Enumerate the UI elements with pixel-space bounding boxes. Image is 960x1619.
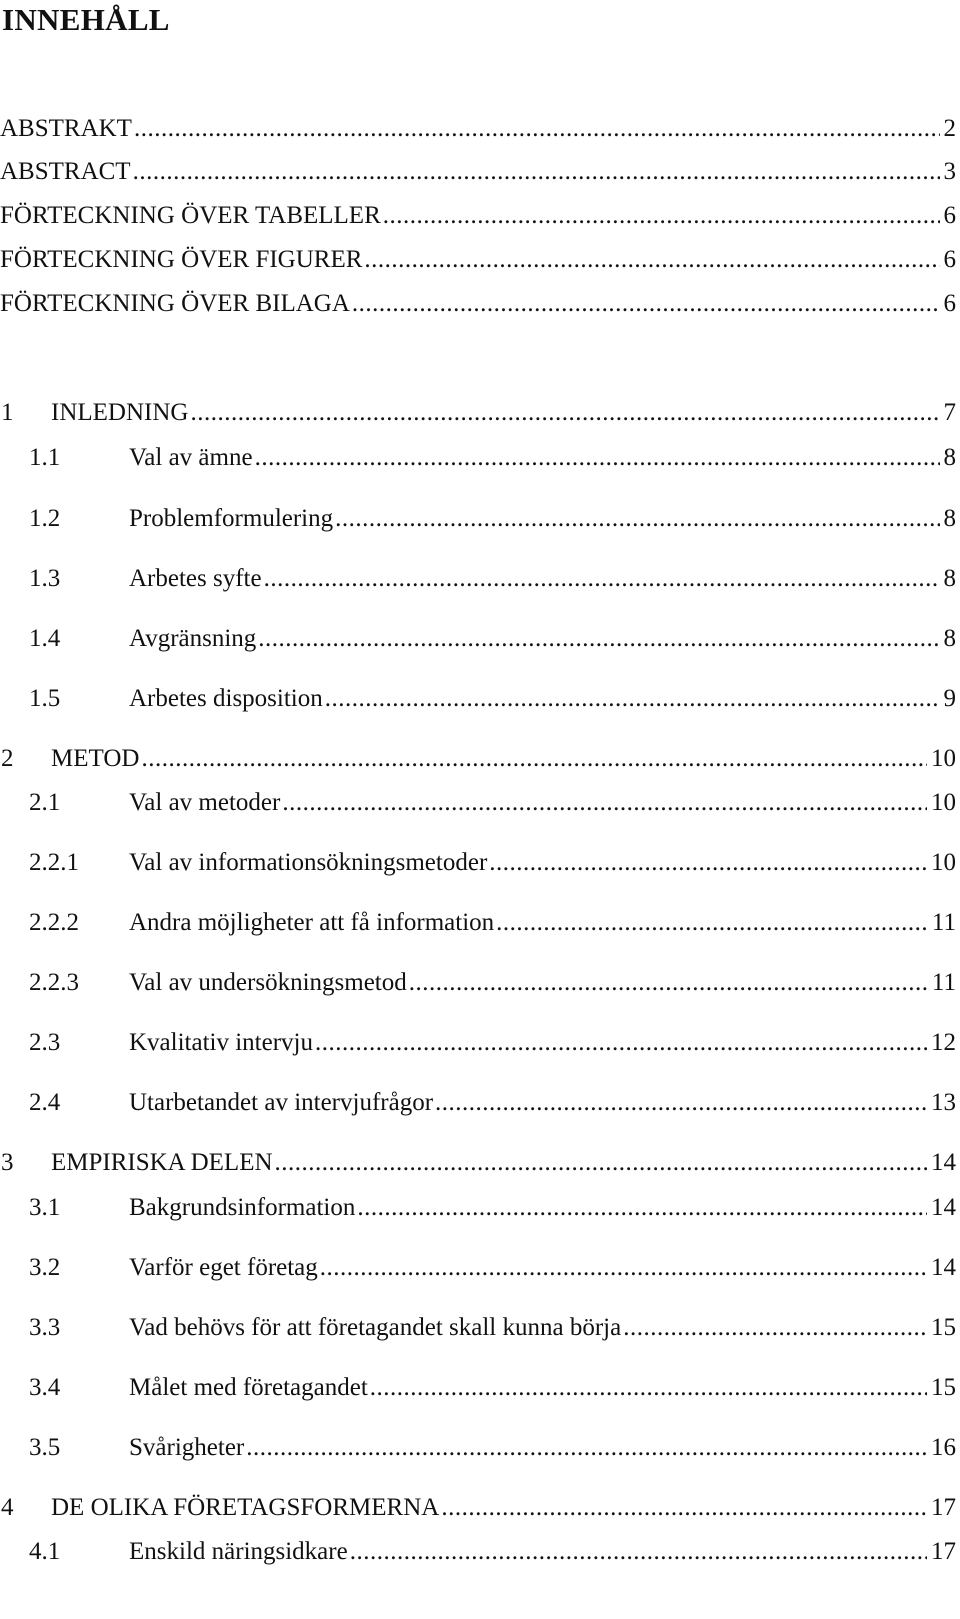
dot-leader [134, 115, 940, 143]
toc-entry[interactable] [29, 1254, 956, 1288]
toc-entry-number: 2.3 [29, 1029, 61, 1056]
toc-entry-page-number: 3 [943, 158, 956, 185]
toc-entry-label: Varför eget företag [129, 1254, 318, 1281]
toc-entry-page-number: 11 [931, 909, 956, 936]
toc-entry-page-number: 10 [931, 789, 956, 816]
toc-entry-number: 1.1 [29, 444, 61, 471]
toc-entry-page-number: 17 [931, 1538, 956, 1565]
toc-entry-label: Val av metoder [129, 789, 281, 816]
toc-entry[interactable] [1, 745, 956, 779]
toc-entry-page-number: 15 [931, 1314, 956, 1341]
toc-entry-page-number: 14 [931, 1194, 956, 1221]
toc-entry-label: Arbetes syfte [129, 565, 262, 592]
dot-leader [141, 745, 927, 773]
toc-entry-number: 1.5 [29, 685, 61, 712]
toc-entry-label: Bakgrundsinformation [129, 1194, 356, 1221]
toc-entry[interactable] [29, 1374, 956, 1408]
toc-entry-page-number: 8 [943, 444, 956, 471]
toc-entry-page-number: 8 [943, 625, 956, 652]
toc-entry[interactable] [29, 1538, 956, 1572]
dot-leader [357, 1194, 927, 1222]
toc-entry-number: 1.2 [29, 505, 61, 532]
toc-entry-number: 1.4 [29, 625, 61, 652]
toc-entry-label: FÖRTECKNING ÖVER TABELLER [0, 202, 381, 229]
toc-entry-label: Andra möjligheter att få information [129, 909, 495, 936]
dot-leader [258, 625, 939, 653]
toc-entry-page-number: 8 [943, 565, 956, 592]
toc-entry-label: Enskild näringsidkare [129, 1538, 348, 1565]
toc-entry[interactable] [29, 909, 956, 943]
toc-entry[interactable] [29, 625, 956, 659]
toc-entry-label: Avgränsning [129, 625, 257, 652]
toc-entry-label: Utarbetandet av intervjufrågor [129, 1089, 434, 1116]
toc-entry-number: 2.2.1 [29, 849, 79, 876]
toc-entry-page-number: 2 [943, 115, 956, 142]
toc-entry[interactable] [29, 1314, 956, 1348]
toc-entry-label: Val av undersökningsmetod [129, 969, 407, 996]
toc-entry-page-number: 13 [931, 1089, 956, 1116]
toc-entry[interactable] [1, 1149, 956, 1183]
dot-leader [435, 1089, 927, 1117]
toc-entry[interactable] [1, 1494, 956, 1528]
toc-entry-label: DE OLIKA FÖRETAGSFORMERNA [51, 1494, 440, 1521]
toc-entry-number: 4.1 [29, 1538, 61, 1565]
dot-leader [325, 685, 940, 713]
dot-leader [364, 246, 939, 274]
toc-entry-label: METOD [51, 745, 140, 772]
toc-entry-page-number: 10 [931, 745, 956, 772]
toc-entry[interactable] [0, 158, 956, 192]
toc-entry-number: 2.2.2 [29, 909, 79, 936]
toc-entry-page-number: 14 [931, 1149, 956, 1176]
toc-entry[interactable] [29, 685, 956, 719]
toc-entry-label: Målet med företagandet [129, 1374, 368, 1401]
dot-leader [246, 1434, 927, 1462]
toc-entry-page-number: 16 [931, 1434, 956, 1461]
toc-entry-label: Val av ämne [129, 444, 253, 471]
toc-entry[interactable] [29, 1434, 956, 1468]
toc-entry-number: 2.4 [29, 1089, 61, 1116]
toc-entry-page-number: 14 [931, 1254, 956, 1281]
dot-leader [255, 444, 940, 472]
toc-entry[interactable] [29, 969, 956, 1003]
toc-entry-page-number: 9 [943, 685, 956, 712]
toc-entry-label: Arbetes disposition [129, 685, 323, 712]
toc-entry-page-number: 12 [931, 1029, 956, 1056]
toc-entry-page-number: 6 [943, 202, 956, 229]
toc-entry-number: 3.5 [29, 1434, 61, 1461]
dot-leader [350, 1538, 927, 1566]
dot-leader [496, 909, 928, 937]
toc-entry-page-number: 17 [931, 1494, 956, 1521]
toc-entry-label: Val av informationsökningsmetoder [129, 849, 488, 876]
toc-entry[interactable] [29, 505, 956, 539]
dot-leader [320, 1254, 927, 1282]
toc-entry-label: Problemformulering [129, 505, 334, 532]
toc-entry-page-number: 10 [931, 849, 956, 876]
toc-entry-page-number: 15 [931, 1374, 956, 1401]
toc-entry-label: FÖRTECKNING ÖVER FIGURER [0, 246, 363, 273]
toc-entry-number: 3.3 [29, 1314, 61, 1341]
toc-entry-label: Kvalitativ intervju [129, 1029, 313, 1056]
toc-entry-number: 3 [1, 1149, 14, 1176]
dot-leader [335, 505, 939, 533]
toc-entry[interactable] [29, 1194, 956, 1228]
toc-entry-number: 2 [1, 745, 14, 772]
toc-entry-label: ABSTRAKT [0, 115, 132, 142]
toc-entry-page-number: 8 [943, 505, 956, 532]
toc-entry-number: 2.2.3 [29, 969, 79, 996]
dot-leader [409, 969, 928, 997]
toc-entry-label: EMPIRISKA DELEN [51, 1149, 273, 1176]
dot-leader [489, 849, 927, 877]
toc-entry-number: 3.2 [29, 1254, 61, 1281]
toc-entry[interactable] [0, 115, 956, 149]
toc-entry[interactable] [1, 399, 956, 433]
dot-leader [352, 290, 940, 318]
toc-entry[interactable] [29, 789, 956, 823]
toc-entry-page-number: 6 [943, 246, 956, 273]
toc-entry-number: 3.1 [29, 1194, 61, 1221]
toc-entry[interactable] [29, 444, 956, 478]
toc-entry[interactable] [29, 565, 956, 599]
dot-leader [190, 399, 939, 427]
toc-entry-label: FÖRTECKNING ÖVER BILAGA [0, 290, 350, 317]
page-title: INNEHÅLL [2, 2, 170, 37]
dot-leader [133, 158, 940, 186]
toc-entry-number: 2.1 [29, 789, 61, 816]
dot-leader [275, 1149, 927, 1177]
toc-entry-label: INLEDNING [51, 399, 189, 426]
toc-entry-page-number: 6 [943, 290, 956, 317]
toc-entry[interactable] [0, 290, 956, 324]
toc-entry-label: Svårigheter [129, 1434, 245, 1461]
dot-leader [623, 1314, 927, 1342]
toc-entry-page-number: 11 [931, 969, 956, 996]
toc-entry-number: 1 [1, 399, 14, 426]
toc-entry-number: 4 [1, 1494, 14, 1521]
toc-entry[interactable] [29, 849, 956, 883]
toc-entry[interactable] [0, 246, 956, 280]
dot-leader [441, 1494, 927, 1522]
toc-entry-number: 1.3 [29, 565, 61, 592]
toc-entry[interactable] [0, 202, 956, 236]
dot-leader [370, 1374, 927, 1402]
toc-entry-number: 3.4 [29, 1374, 61, 1401]
dot-leader [315, 1029, 927, 1057]
toc-entry-label: ABSTRACT [0, 158, 131, 185]
toc-entry[interactable] [29, 1029, 956, 1063]
toc-entry[interactable] [29, 1089, 956, 1123]
dot-leader [264, 565, 940, 593]
dot-leader [383, 202, 940, 230]
toc-entry-page-number: 7 [943, 399, 956, 426]
dot-leader [282, 789, 927, 817]
toc-entry-label: Vad behövs för att företagandet skall kunna börja [129, 1314, 622, 1341]
